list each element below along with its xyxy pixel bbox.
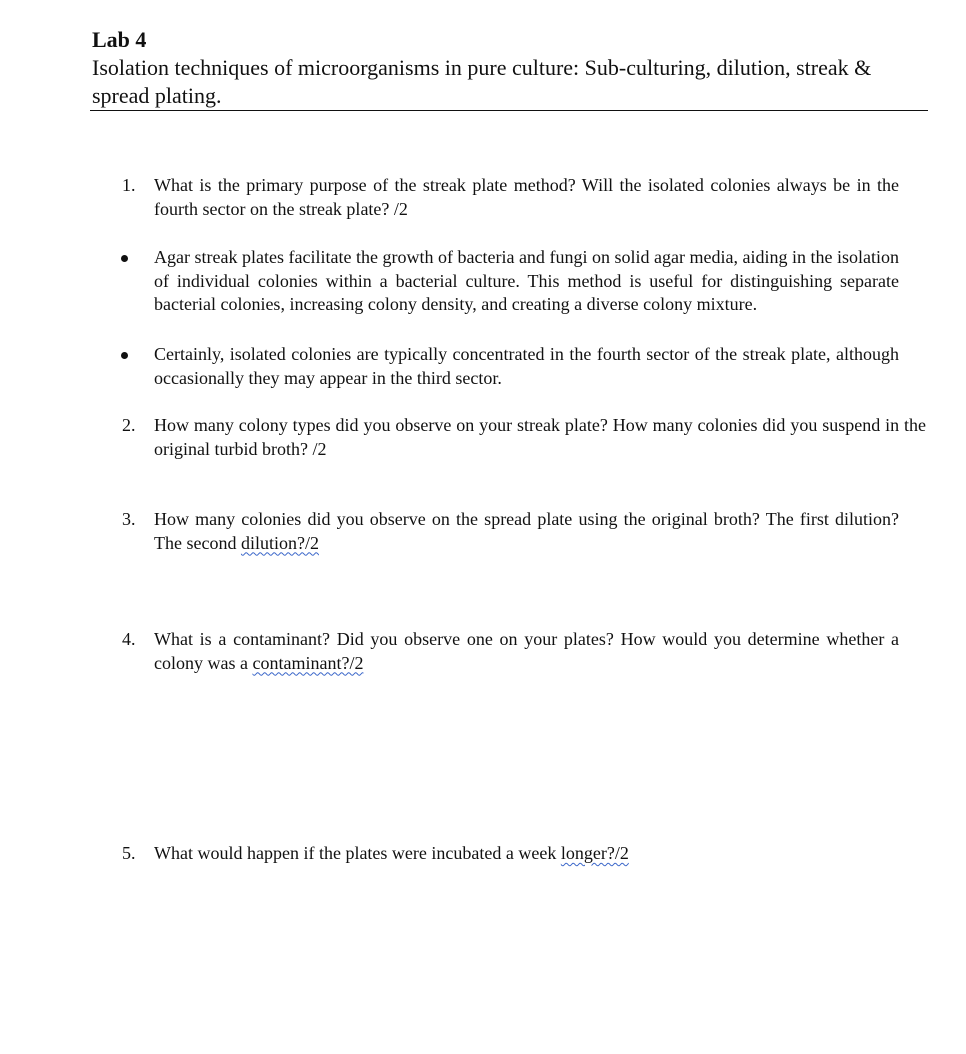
question-4-text: What is a contaminant? Did you observe one on your plates? How would you determine whether a colony was a (154, 629, 899, 673)
question-2-text: How many colony types did you observe on your streak plate? How many colonies did you suspend in the original turbid broth? /2 (154, 415, 926, 459)
bullet-icon (121, 352, 128, 359)
question-4 (154, 628, 899, 675)
question-1-number: 1. (122, 175, 136, 195)
question-5-number: 5. (122, 843, 136, 863)
question-3 (154, 508, 899, 555)
header-divider (90, 110, 928, 111)
question-5 (154, 842, 899, 866)
question-5-spellcheck-flag: longer?/2 (560, 843, 629, 863)
question-3-number: 3. (122, 509, 136, 529)
bullet-icon (121, 255, 128, 262)
answer-bullet-2: Certainly, isolated colonies are typically concentrated in the fourth sector of the streak plate, although occasionally they may appear in the third sector. (154, 344, 899, 388)
question-1-text: What is the primary purpose of the streak plate method? Will the isolated colonies always be in the fourth sector on the streak plate? /2 (154, 175, 899, 219)
question-2-number: 2. (122, 415, 136, 435)
lab-subtitle: Isolation techniques of microorganisms in pure culture: Sub-culturing, dilution, streak & spread plating. (92, 55, 872, 108)
question-4-spellcheck-flag: contaminant?/2 (252, 652, 364, 673)
answer-bullet-1: Agar streak plates facilitate the growth of bacteria and fungi on solid agar media, aiding in the isolation of individual colonies within a bacterial culture. This method is useful for distinguishing separate bacterial colonies, increasing colony density, and creating a diverse colony mixture. (154, 247, 899, 314)
question-3-spellcheck-flag: dilution?/2 (240, 532, 319, 553)
question-3-text: How many colonies did you observe on the spread plate using the original broth? The first dilution? The second (154, 509, 899, 553)
lab-title: Lab 4 (92, 27, 147, 52)
question-4-number: 4. (122, 629, 136, 649)
question-5-text: What would happen if the plates were incubated a week (154, 843, 557, 863)
document-header (92, 26, 928, 110)
